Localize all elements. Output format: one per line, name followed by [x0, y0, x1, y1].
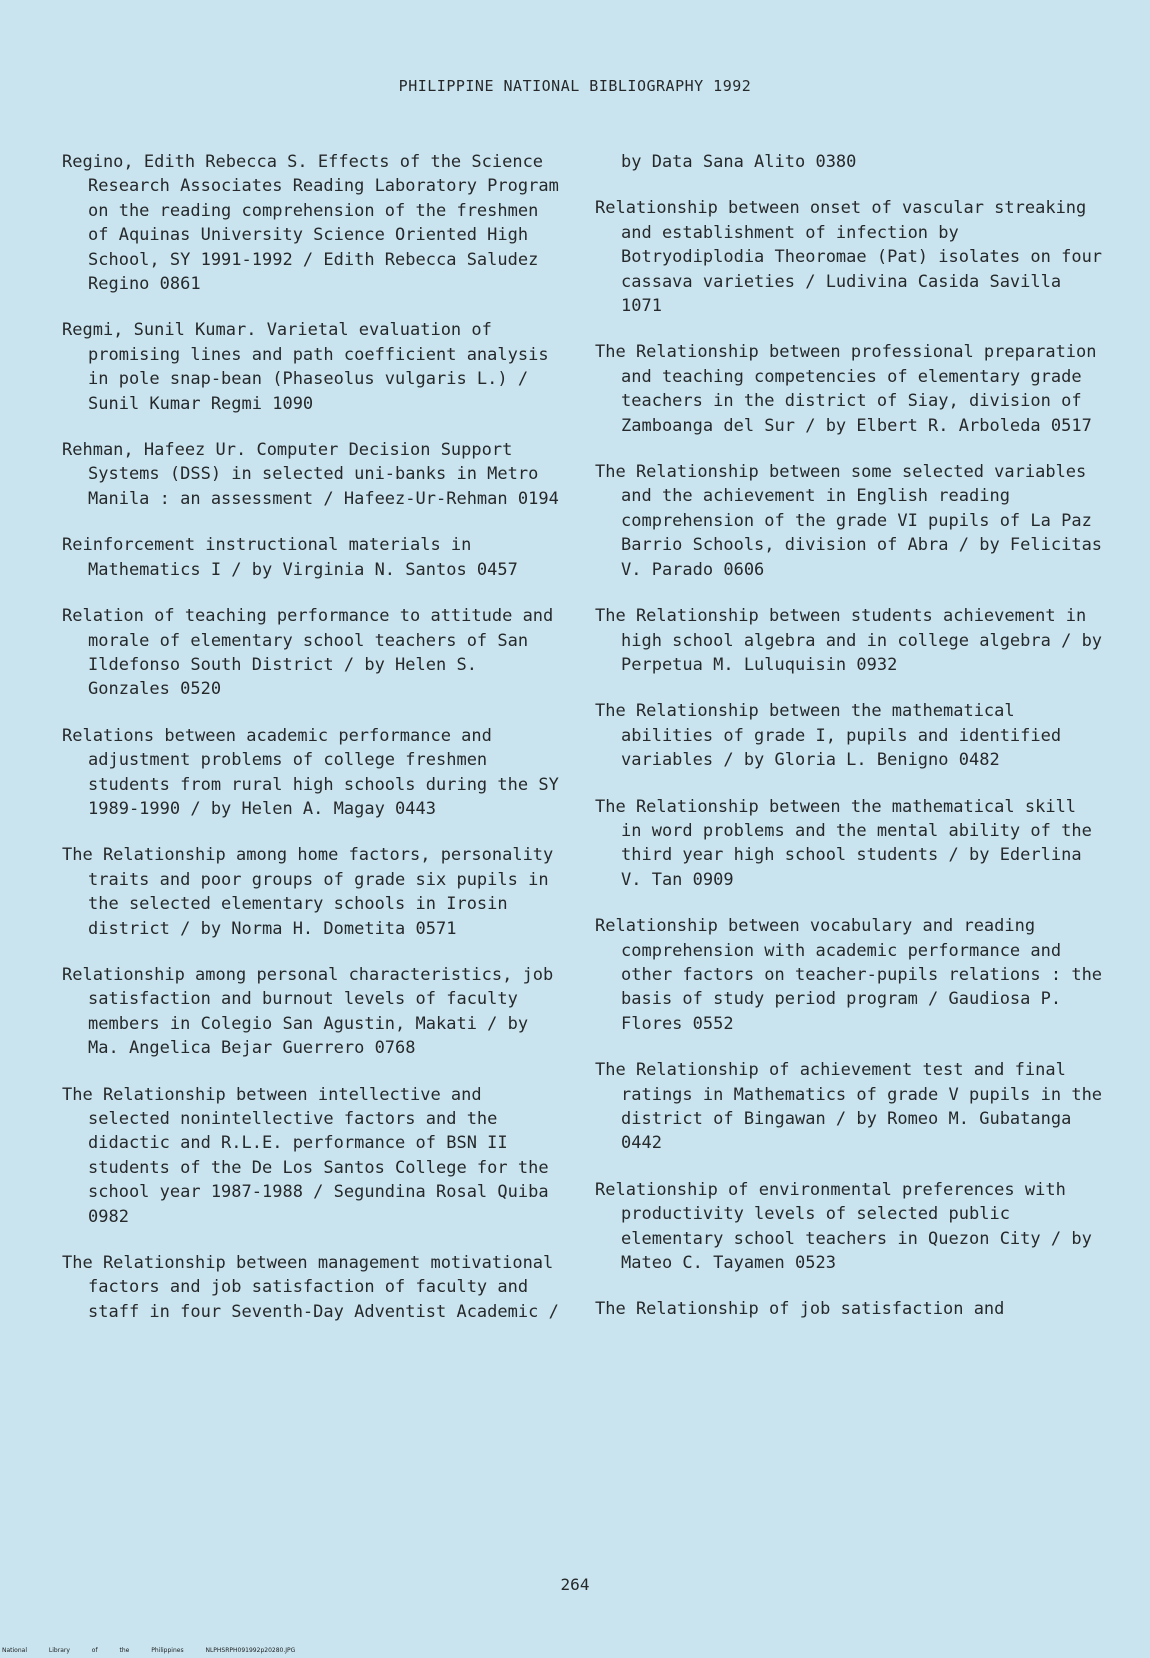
page-header: PHILIPPINE NATIONAL BIBLIOGRAPHY 1992: [398, 77, 752, 95]
bibliography-entry: The Relationship between students achievement in high school algebra and in college algebra / by Perpetua M. Luluquisin 0932: [595, 606, 1103, 675]
bibliography-entry: The Relationship of achievement test and final ratings in Mathematics of grade V pupils in the district of Bingawan / by Romeo M. Gubatanga 0442: [595, 1060, 1103, 1154]
bibliography-entry: The Relationship between intellective and selected nonintellective factors and the didactic and R.L.E. performance of BSN II students of the De Los Santos College for the school year 1987-1988 / Segundina Rosal Quiba 0982: [62, 1084, 549, 1227]
bibliography-entry: Relationship between onset of vascular streaking and establishment of infection by Botryodiplodia Theoromae (Pat) isolates on four cassava varieties / Ludivina Casida Savilla 1071: [595, 198, 1103, 317]
bibliography-entry: The Relationship between the mathematical skill in word problems and the mental ability of the third year high school students / by Ederlina V. Tan 0909: [595, 796, 1092, 890]
bibliography-entry: Relations between academic performance and adjustment problems of college freshmen students from rural high schools during the SY 1989-1990 / by Helen A. Magay 0443: [62, 725, 559, 819]
bibliography-entry: Relationship between vocabulary and reading comprehension with academic performance and other factors on teacher-pupils relations : the basis of study period program / Gaudiosa P. Flores 0552: [595, 916, 1103, 1034]
page-number: 264: [560, 1575, 590, 1594]
left-column: [62, 150, 562, 1346]
right-column: [595, 150, 1105, 1344]
bibliography-entry: The Relationship between professional preparation and teaching competencies of elementary grade teachers in the district of Siay, division of Zamboanga del Sur / by Elbert R. Arboleda 0517: [595, 342, 1097, 436]
bibliography-entry: Relationship of environmental preferences with productivity levels of selected public elementary school teachers in Quezon City / by Mateo C. Tayamen 0523: [595, 1179, 1092, 1274]
bibliography-entry: Relationship among personal characteristics, job satisfaction and burnout levels of faculty members in Colegio San Agustin, Makati / by Ma. Angelica Bejar Guerrero 0768: [62, 964, 554, 1059]
bibliography-entry: The Relationship between some selected variables and the achievement in English reading comprehension of the grade VI pupils of La Paz Barrio Schools, division of Abra / by Felicitas V. Parado 0606: [595, 462, 1103, 580]
scan-footer: National Library of the Philippines NLPHSRPH091992p20280.JPG: [2, 1647, 296, 1654]
bibliography-entry: The Relationship between management motivational factors and job satisfaction of faculty and staff in four Seventh-Day Adventist Academic /: [62, 1253, 559, 1322]
bibliography-entry: Regino, Edith Rebecca S. Effects of the Science Research Associates Reading Laboratory Program on the reading comprehension of the freshmen of Aquinas University Science Oriented High School, SY 1991-1992 / Edith Rebecca Saludez Regino 0861: [62, 152, 559, 295]
bibliography-entry: The Relationship between the mathematical abilities of grade I, pupils and identified variables / by Gloria L. Benigno 0482: [595, 701, 1062, 771]
bibliography-entry-continuation: by Data Sana Alito 0380: [621, 152, 857, 172]
bibliography-entry: Regmi, Sunil Kumar. Varietal evaluation of promising lines and path coefficient analysis in pole snap-bean (Phaseolus vulgaris L.) / Sunil Kumar Regmi 1090: [62, 320, 549, 414]
bibliography-entry: Rehman, Hafeez Ur. Computer Decision Support Systems (DSS) in selected uni-banks in Metro Manila : an assessment / Hafeez-Ur-Rehman 0194: [62, 440, 559, 509]
bibliography-entry: Reinforcement instructional materials in Mathematics I / by Virginia N. Santos 0457: [62, 535, 518, 580]
bibliography-entry: The Relationship among home factors, personality traits and poor groups of grade six pupils in the selected elementary schools in Irosin district / by Norma H. Dometita 0571: [62, 845, 554, 939]
bibliography-entry: The Relationship of job satisfaction and: [595, 1299, 1005, 1320]
bibliography-entry: Relation of teaching performance to attitude and morale of elementary school teachers of San Ildefonso South District / by Helen S. Gonzales 0520: [62, 606, 554, 700]
